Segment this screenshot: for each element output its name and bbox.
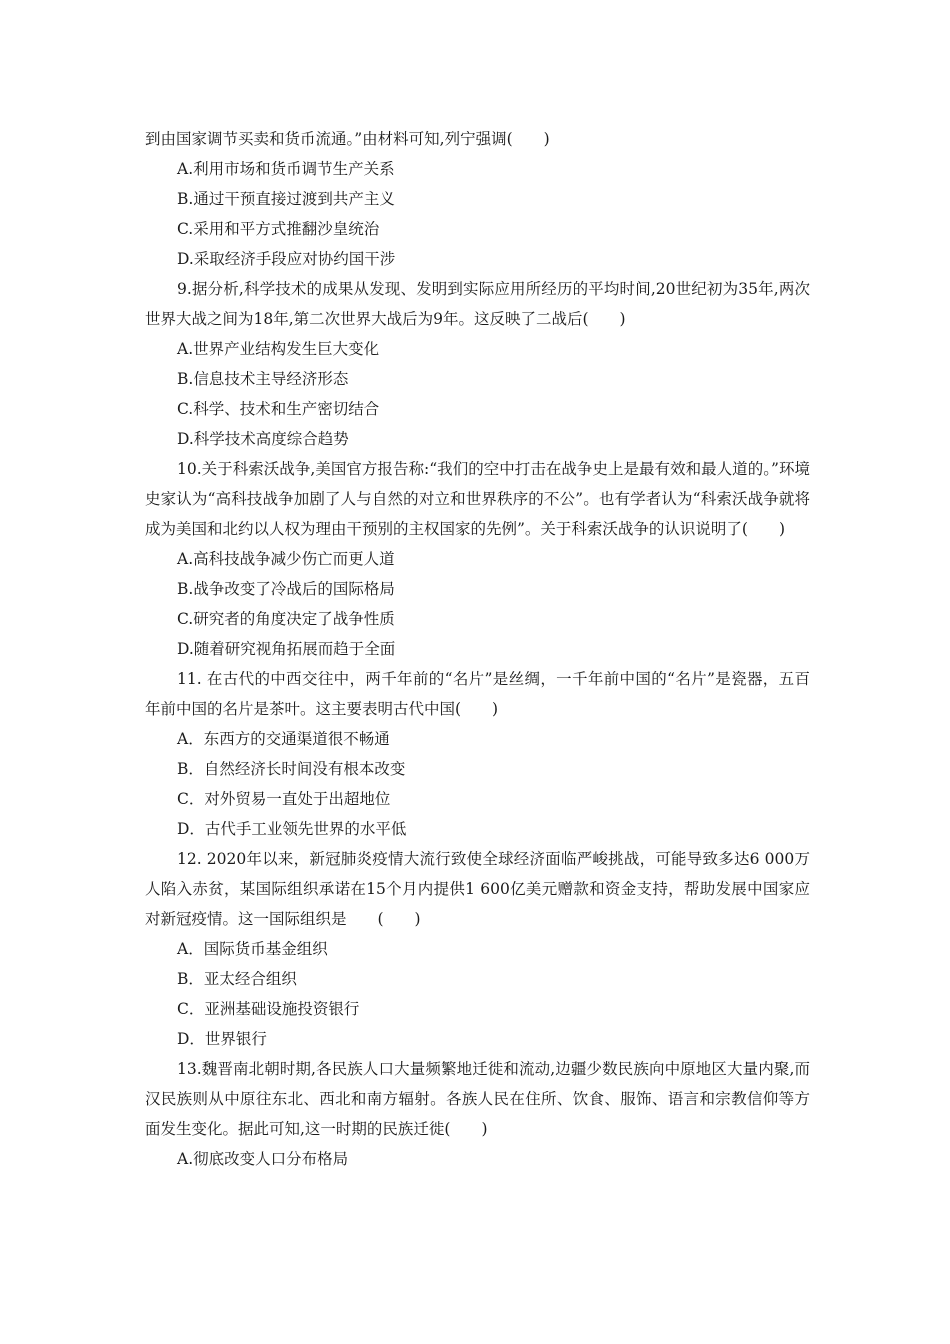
- q10-option-d: D.随着研究视角拓展而趋于全面: [177, 640, 396, 658]
- q11-option-d: D．古代手工业领先世界的水平低: [177, 820, 407, 838]
- q13-stem: 13.魏晋南北朝时期,各民族人口大量频繁地迁徙和流动,边疆少数民族向中原地区大量内聚,而汉民族则从中原往东北、西北和南方辐射。各族人民在住所、饮食、服饰、语言和宗教信仰等方面发生变化。据此可知,这一时期的民族迁徙( ): [145, 1060, 810, 1138]
- q13-option-a: A.彻底改变人口分布格局: [177, 1150, 349, 1168]
- q8-option-b: B.通过干预直接过渡到共产主义: [177, 190, 395, 208]
- q11-option-c: C．对外贸易一直处于出超地位: [177, 790, 391, 808]
- q9-option-a: A.世界产业结构发生巨大变化: [177, 340, 380, 358]
- q12-option-c: C．亚洲基础设施投资银行: [177, 1000, 360, 1018]
- q12-option-a: A．国际货币基金组织: [177, 940, 328, 958]
- q10-stem: 10.关于科索沃战争,美国官方报告称:“我们的空中打击在战争史上是最有效和最人道的。”环境史家认为“高科技战争加剧了人与自然的对立和世界秩序的不公”。也有学者认为“科索沃战争就将成为美国和北约以人权为理由干预别的主权国家的先例”。关于科索沃战争的认识说明了( ): [145, 460, 810, 538]
- document-page: [145, 124, 810, 1174]
- q9-stem: 9.据分析,科学技术的成果从发现、发明到实际应用所经历的平均时间,20世纪初为35年,两次世界大战之间为18年,第二次世界大战后为9年。这反映了二战后( ): [145, 280, 810, 328]
- q11-option-b: B．自然经济长时间没有根本改变: [177, 760, 406, 778]
- q8-option-a: A.利用市场和货币调节生产关系: [177, 160, 395, 178]
- q9-option-d: D.科学技术高度综合趋势: [177, 430, 349, 448]
- q8-option-d: D.采取经济手段应对协约国干涉: [177, 250, 396, 268]
- q11-stem: 11. 在古代的中西交往中，两千年前的“名片”是丝绸，一千年前中国的“名片”是瓷器，五百年前中国的名片是茶叶。这主要表明古代中国( ): [145, 670, 810, 718]
- q11-option-a: A．东西方的交通渠道很不畅通: [177, 730, 390, 748]
- q9-option-c: C.科学、技术和生产密切结合: [177, 400, 380, 418]
- q12-stem: 12. 2020年以来，新冠肺炎疫情大流行致使全球经济面临严峻挑战，可能导致多达6 000万人陷入赤贫，某国际组织承诺在15个月内提供1 600亿美元赠款和资金支持，帮助发展中国家应对新冠疫情。这一国际组织是 ( ): [145, 850, 810, 928]
- q10-option-a: A.高科技战争减少伤亡而更人道: [177, 550, 395, 568]
- q12-option-d: D．世界银行: [177, 1030, 267, 1048]
- q8-option-c: C.采用和平方式推翻沙皇统治: [177, 220, 380, 238]
- q9-option-b: B.信息技术主导经济形态: [177, 370, 349, 388]
- q8-stem-tail: 到由国家调节买卖和货币流通。”由材料可知,列宁强调( ): [145, 130, 550, 148]
- q12-option-b: B．亚太经合组织: [177, 970, 297, 988]
- q10-option-c: C.研究者的角度决定了战争性质: [177, 610, 395, 628]
- q10-option-b: B.战争改变了冷战后的国际格局: [177, 580, 395, 598]
